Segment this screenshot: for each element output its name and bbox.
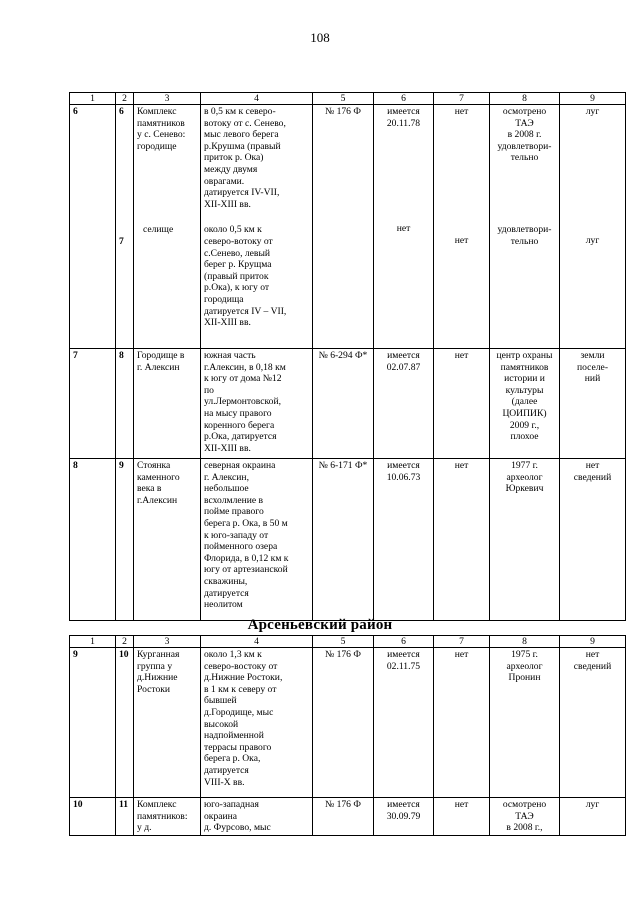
object-name: Городище в г. Алексин bbox=[134, 349, 201, 459]
header-cell: 2 bbox=[116, 93, 134, 105]
obligation-a: нет bbox=[454, 106, 469, 117]
table-header-row bbox=[70, 636, 626, 648]
object-number-b: 7 bbox=[119, 235, 124, 247]
row-number: 6 bbox=[70, 105, 116, 349]
monuments-table-bottom bbox=[69, 635, 626, 836]
header-cell: 8 bbox=[490, 636, 560, 648]
monuments-table-top bbox=[69, 92, 626, 621]
obligation: нет bbox=[434, 459, 490, 621]
location-b: около 0,5 км к северо-вотоку от с.Сенево, левый берег р. Крущма (правый приток р.Ока), к югу от городища датируется IV – VII, XII-XIII вв. bbox=[204, 224, 287, 329]
location: южная часть г.Алексин, в 0,18 км к югу от дома №12 по ул.Лермонтовской, на мысу правого коренного берега р.Ока, датируется XII-XIII вв. bbox=[201, 349, 313, 459]
land-category: нет сведений bbox=[560, 648, 626, 798]
table-row bbox=[70, 459, 626, 621]
table-row bbox=[70, 349, 626, 459]
obligation: нет bbox=[434, 798, 490, 836]
location bbox=[201, 105, 313, 349]
district-title: Арсеньевский район bbox=[247, 617, 393, 633]
document-number: № 176 Ф bbox=[313, 105, 374, 349]
document-number: № 6-171 Ф* bbox=[313, 459, 374, 621]
obligation-b: нет bbox=[454, 234, 469, 246]
passport-a: имеется 20.11.78 bbox=[386, 106, 421, 129]
row-number: 8 bbox=[70, 459, 116, 621]
header-cell: 9 bbox=[560, 93, 626, 105]
location-a: в 0,5 км к северо- вотоку от с. Сенево, мыс левого берега р.Крушма (правый приток р. Ока) между двумя оврагами. датируется IV-VII, XII-XIII вв. bbox=[204, 106, 286, 210]
object-number-a: 6 bbox=[119, 106, 124, 117]
header-cell: 7 bbox=[434, 93, 490, 105]
header-cell: 5 bbox=[313, 636, 374, 648]
land-category bbox=[560, 105, 626, 349]
passport-b: нет bbox=[396, 223, 411, 235]
header-cell: 4 bbox=[201, 93, 313, 105]
inspection: центр охраны памятников истории и культуры (далее ЦОИПИК) 2009 г., плохое bbox=[490, 349, 560, 459]
header-cell: 3 bbox=[134, 636, 201, 648]
passport: имеется 30.09.79 bbox=[374, 798, 434, 836]
object-number: 11 bbox=[116, 798, 134, 836]
land-category: земли поселе- ний bbox=[560, 349, 626, 459]
table-row bbox=[70, 648, 626, 798]
object-name: Курганная группа у д.Нижние Ростоки bbox=[134, 648, 201, 798]
header-cell: 4 bbox=[201, 636, 313, 648]
passport bbox=[374, 105, 434, 349]
document-number: № 6-294 Ф* bbox=[313, 349, 374, 459]
header-cell: 6 bbox=[374, 93, 434, 105]
passport: имеется 10.06.73 bbox=[374, 459, 434, 621]
location: около 1,3 км к северо-востоку от д.Нижние Ростоки, в 1 км к северу от бывшей д.Городище, мыс высокой надпойменной террасы правого берега р. Ока, датируется VIII-X вв. bbox=[201, 648, 313, 798]
table-header-row bbox=[70, 93, 626, 105]
row-number: 9 bbox=[70, 648, 116, 798]
inspection: осмотрено ТАЭ в 2008 г., bbox=[490, 798, 560, 836]
document-number: № 176 Ф bbox=[313, 648, 374, 798]
header-cell: 8 bbox=[490, 93, 560, 105]
header-cell: 3 bbox=[134, 93, 201, 105]
inspection-a: осмотрено ТАЭ в 2008 г. удовлетвори- тельно bbox=[497, 106, 552, 164]
header-cell: 5 bbox=[313, 93, 374, 105]
header-cell: 2 bbox=[116, 636, 134, 648]
header-cell: 7 bbox=[434, 636, 490, 648]
page-number: 108 bbox=[310, 30, 330, 45]
obligation: нет bbox=[434, 349, 490, 459]
header-cell: 9 bbox=[560, 636, 626, 648]
land-category-b: луг bbox=[585, 234, 600, 246]
passport: имеется 02.11.75 bbox=[374, 648, 434, 798]
inspection: 1977 г. археолог Юркевич bbox=[490, 459, 560, 621]
object-name: Комплекс памятников: у д. bbox=[134, 798, 201, 836]
object-name: Стоянка каменного века в г.Алексин bbox=[134, 459, 201, 621]
obligation bbox=[434, 105, 490, 349]
passport: имеется 02.07.87 bbox=[374, 349, 434, 459]
land-category: нет сведений bbox=[560, 459, 626, 621]
object-number: 10 bbox=[116, 648, 134, 798]
inspection bbox=[490, 105, 560, 349]
row-number: 7 bbox=[70, 349, 116, 459]
row-number: 10 bbox=[70, 798, 116, 836]
location: северная окраина г. Алексин, небольшое всхолмление в пойме правого берега р. Ока, в 50 м к юго-западу от пойменного озера Флорида, в 0,12 км к югу от артезианской скважины, датируется неолитом bbox=[201, 459, 313, 621]
land-category: луг bbox=[560, 798, 626, 836]
inspection: 1975 г. археолог Пронин bbox=[490, 648, 560, 798]
header-cell: 6 bbox=[374, 636, 434, 648]
header-cell: 1 bbox=[70, 93, 116, 105]
object-number: 9 bbox=[116, 459, 134, 621]
object-name bbox=[134, 105, 201, 349]
obligation: нет bbox=[434, 648, 490, 798]
location: юго-западная окраина д. Фурсово, мыс bbox=[201, 798, 313, 836]
object-name-a: Комплекс памятников у с. Сенево: городище bbox=[137, 106, 186, 152]
object-number bbox=[116, 105, 134, 349]
land-category-a: луг bbox=[585, 106, 600, 117]
object-number: 8 bbox=[116, 349, 134, 459]
table-row bbox=[70, 798, 626, 836]
header-cell: 1 bbox=[70, 636, 116, 648]
object-name-b: селище bbox=[143, 224, 174, 236]
inspection-b: удовлетвори- тельно bbox=[497, 223, 552, 247]
document-number: № 176 Ф bbox=[313, 798, 374, 836]
table-row bbox=[70, 105, 626, 349]
